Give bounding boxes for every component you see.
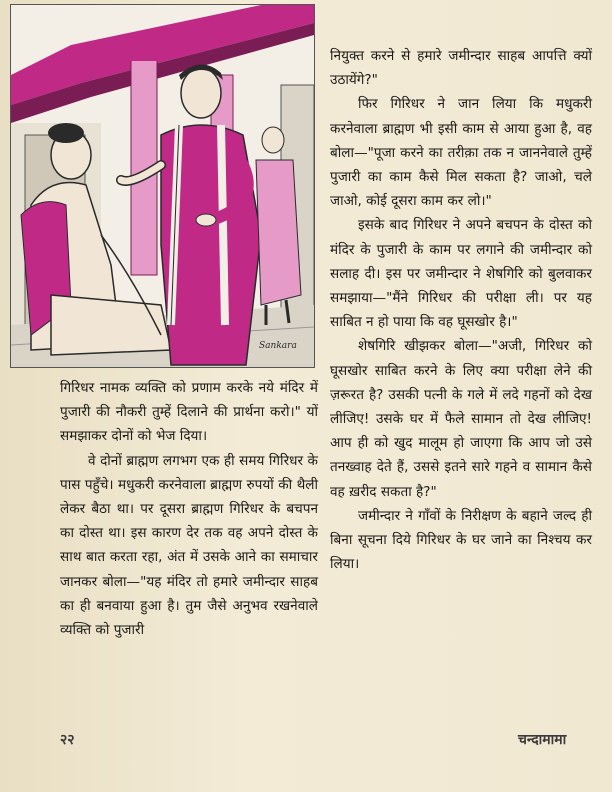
- paragraph: वे दोनों ब्राह्मण लगभग एक ही समय गिरिधर के पास पहुँचे। मधुकरी करनेवाला ब्राह्मण रुपयों की थैली लेकर बैठा था। पर दूसरा ब्राह्मण गिरिधर के बचपन का दोस्त था। इस कारण देर तक वह अपने दोस्त के साथ बात करता रहा, अंत में उसके आने का समाचार जानकर बोला—"यह मंदिर तो हमारे जमीन्दार साहब का ही बनवाया हुआ है। तुम जैसे अनुभव रखनेवाले व्यक्ति को पुजारी: [60, 452, 318, 639]
- magazine-name: चन्दामामा: [518, 732, 567, 748]
- right-text-column: [330, 44, 592, 576]
- left-text-column: [60, 376, 318, 642]
- paragraph: इसके बाद गिरिधर ने अपने बचपन के दोस्त को मंदिर के पुजारी के काम पर लगाने की जमीन्दार को सलाह दी। इस पर जमीन्दार ने शेषगिरि को बुलवाकर समझाया—"मैंने गिरिधर की परीक्षा ली। पर यह साबित न हो पाया कि वह घूसखोर है।": [330, 217, 592, 331]
- paragraph: गिरिधर नामक व्यक्ति को प्रणाम करके नये मंदिर में पुजारी की नौकरी तुम्हें दिलाने की प्रार्थना करो।" यों समझाकर दोनों को भेज दिया।: [60, 380, 318, 445]
- paragraph: शेषगिरि खीझकर बोला—"अजी, गिरिधर को घूसखोर साबित करने के लिए क्या परीक्षा लेने की ज़रूरत है? उसकी पत्नी के गले में लदे गहनों को देख लीजिए! उसके घर में फैले सामान तो देख लीजिए! आप ही को खुद मालूम हो जाएगा कि आप जो उसे तनख्वाह देते हैं, उससे इतने सारे गहने व सामान कैसे वह ख़रीद सकता है?": [330, 338, 592, 500]
- illustrator-signature: Sankara: [259, 341, 297, 351]
- story-illustration: [10, 4, 315, 368]
- paragraph: जमीन्दार ने गाँवों के निरीक्षण के बहाने जल्द ही बिना सूचना दिये गिरिधर के घर जाने का निश्चय कर लिया।: [330, 507, 592, 573]
- paragraph: फिर गिरिधर ने जान लिया कि मधुकरी करनेवाला ब्राह्मण भी इसी काम से आया हुआ है, वह बोला—"पूजा करने का तरीक़ा तक न जाननेवाले तुम्हें पुजारी का काम कैसे मिल सकता है? जाओ, चले जाओ, कोई दूसरा काम कर लो।": [330, 96, 592, 210]
- page-number: २२: [60, 732, 75, 748]
- paragraph: नियुक्त करने से हमारे जमीन्दार साहब आपत्ति क्यों उठायेंगे?": [330, 48, 592, 89]
